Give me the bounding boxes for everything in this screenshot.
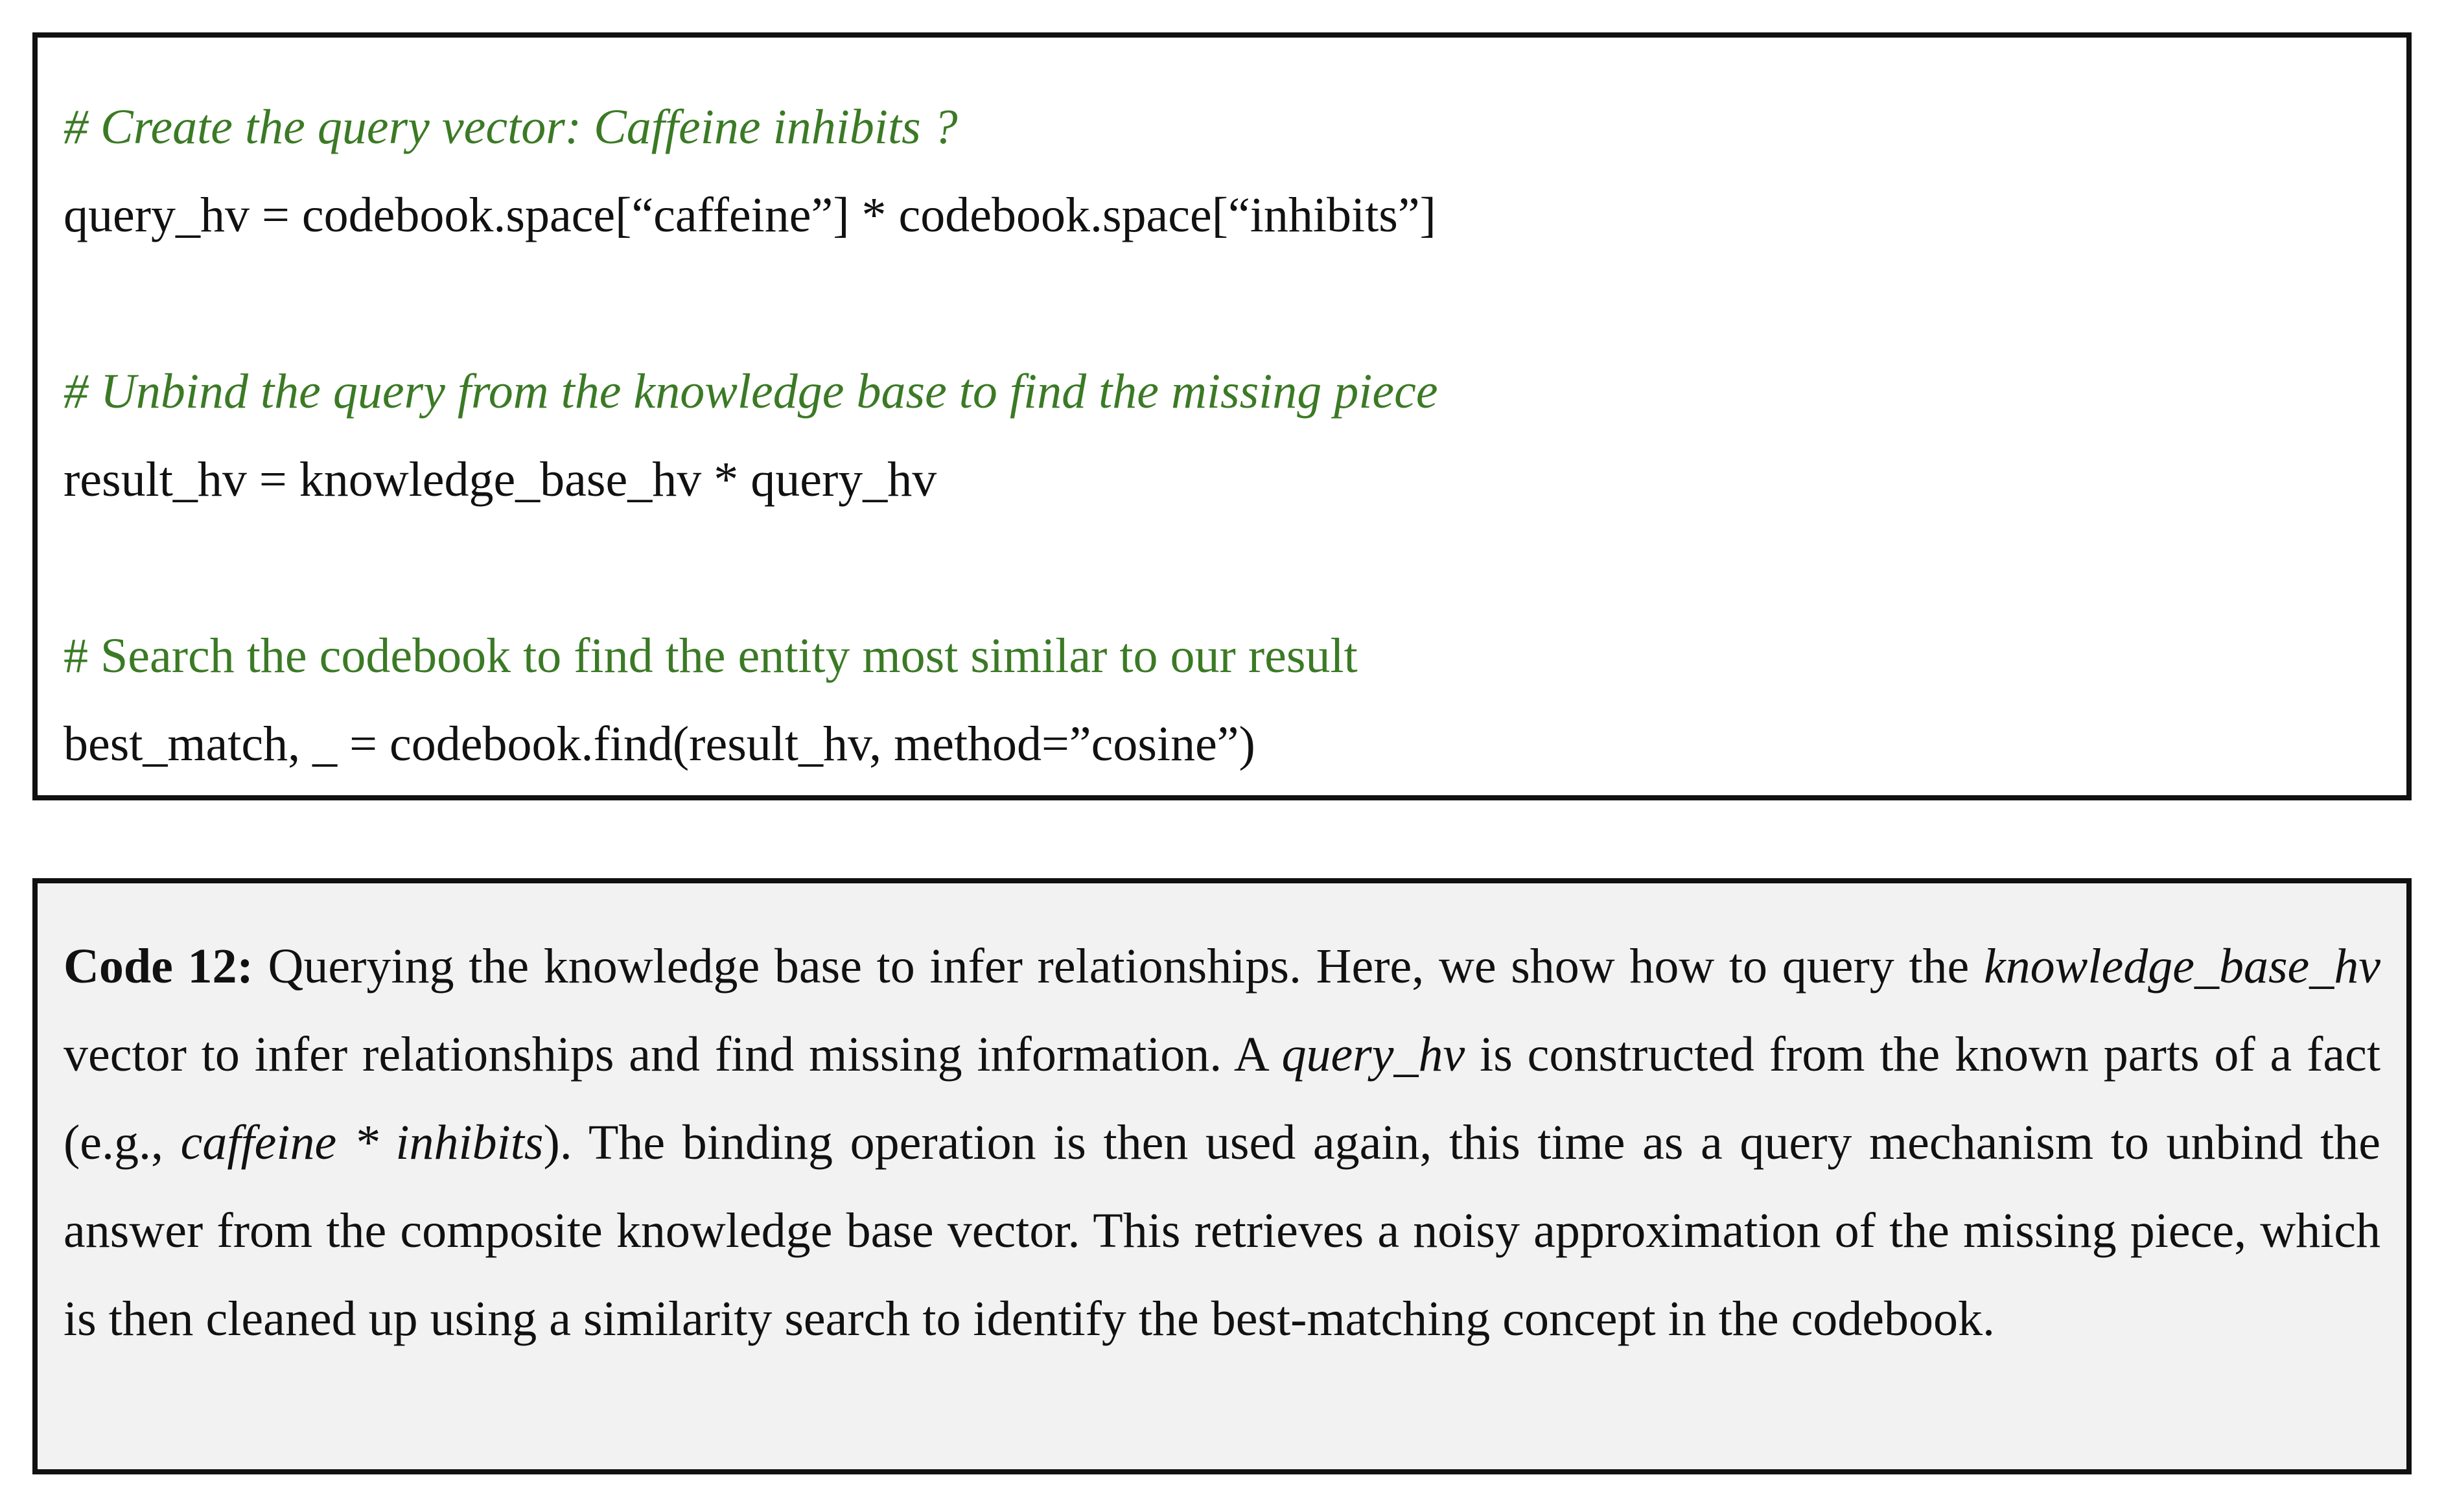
caption-italic-term: knowledge_base_hv [1983,939,2380,994]
code-line-best-match: best_match, _ = codebook.find(result_hv, method=”cosine”) [64,717,1255,771]
caption-italic-term: query_hv [1281,1027,1465,1082]
code-line-query-hv: query_hv = codebook.space[“caffeine”] * codebook.space[“inhibits”] [64,188,1436,242]
caption-text-segment: Querying the knowledge base to infer relationships. Here, we show how to query the [253,939,1984,994]
code-comment-create-query: # Create the query vector: Caffeine inhibits ? [64,100,958,154]
caption-text-segment: ). The binding operation is then used again, this time as a query mechanism to unbind the answer from the composite knowledge base vector. This retrieves a noisy approximation of the missing piece, which is then cleaned up using a similarity search to identify the best-matching concept in the codebook. [64,1115,2381,1346]
caption-text-segment: is constructed from the known parts of a fact (e.g., [64,1027,2380,1170]
caption-text-segment: vector to infer relationships and find missing information. A [64,1027,1282,1082]
code-blank-line [64,524,2380,612]
caption-italic-term: caffeine * inhibits [180,1115,544,1170]
caption-paragraph [64,922,2380,1363]
caption-box [32,878,2412,1474]
code-comment-search: # Search the codebook to find the entity most similar to our result [64,629,1358,683]
code-comment-unbind: # Unbind the query from the knowledge base to find the missing piece [64,364,1438,419]
caption-label: Code 12: [64,939,253,994]
code-blank-line [64,259,2380,347]
code-line-result-hv: result_hv = knowledge_base_hv * query_hv [64,452,937,507]
code-listing-box [32,32,2412,800]
